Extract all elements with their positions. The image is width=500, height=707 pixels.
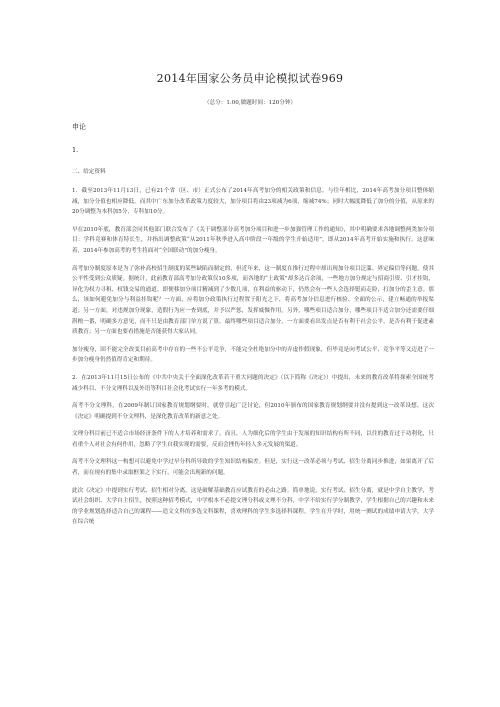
material-paragraphs [72, 186, 434, 535]
document-title: 2014年国家公务员申论模拟试卷969 [156, 72, 344, 85]
document-subtitle: （总分：1.00,做题时间：120分钟） [203, 100, 297, 106]
paragraph: 文理分科目前已不适合市场经济条件下的人才培养和需求了。而且，人为细化后的学生由于发展的知识结构有所不同，以往的教育过于功利化，只看重个人对社会有何作用，忽略了学生自我实现的需要，反而会挫伤年轻人多元发展的渠道。 [72, 431, 434, 448]
paragraph: 此次《决定》中提到实行考试、招生相对分离，这是破解基础教育应试教育的必由之路。简单地说，实行考试、招生分离，就是中学自主教学，考试社会组织，大学自主招生，按照这种招考模式，中学根本不必提文理分科或文理不分科，中学不给实行学分制教学，学生根据自己的兴趣和未来的学业规划选择适合自己的课程——造文文科的多选文科课程，喜欢理科的学生多选择科课程。学生在升学时，用统一测试的成绩申请大学，大学在综合统 [72, 487, 434, 526]
paragraph: 高考不分文理科这一构想可以避免中学过早分科所导致的学生知识结构偏差。但是，实行这一改革必须与考试、招生分离同步推进，如果离开了后者，而在现有的集中录取框架之下实行，可能会出现新的问题。 [72, 459, 434, 477]
paragraph: 早在2010年底，教育部会同其他部门联合发布了《关于调整部分高考加分项目和进一步加强管理工作的通知》，其中明确要求各地调整两类加分项目：学科竞赛和体育特长生，并指出调整政策“从2011年秋季进入高中阶段一年级的学生开始适用”，即从2014年高考开始实施和执行。这意味着，2014年参加高考的考生将面对“全国联动”的加分瘦身。 [72, 226, 434, 254]
paragraph: 1．截至2013年11月13日，已有21个省（区、市）正式公布了2014年高考加分的相关政策和信息。与往年相比，2014年高考加分项目整体缩减，加分分值也相应降低。而其中广东加分改革政策力度较大，加分项目将由23项减为6项，缩减74%；同时大幅度降低了加分的分值，从原来的20分调整为本科加5分，专科加10分。 [72, 188, 434, 216]
material-label: 二、给定资料 [72, 169, 106, 175]
paragraph: 高考加分制度原本是为了弥补高校招生制度的某些缺陷而制定的，但近年来，这一制度在推行过程中却出现加分项目泛滥、界定偏信等问题，使其公平性受到公众质疑。据统计，此前教育部高考加分政策仅10多项，而各地的“土政策”却多达百余项，一些地方加分规定与招商引资、引才挂钩，异化为权力寻租、权钱交易的通道。即便移加分项目精减到了少数几项，在利益的驱动下，仍然会有一些人会选择铤而走险，打加分的歪主意。那么，该如何避免加分与利益挂钩呢？一方面，应将加分政策执行过程置于阳光之下，将高考加分信息进行核验、全面的公示，建立畅通的举报渠道；另一方面，对违规加分现象，造假行为应一查到底，并予以严惩，发挥威慑作用。另外，哪些项目适合加分，哪些项目不适合加分还需要仔细斟酌一番，明确多方意见，而不只是由教育部门单方说了算。最终哪些项目适合加分，一方面要看出发点是否有利于社会公平，是否有利于促进素质教育；另一方面也要看措施是否能获得大家认同。 [72, 265, 434, 336]
paragraph: 2．在2013年11月15日公布的《中共中央关于全面深化改革若干重大问题的决定》（以下简称《决定》）中提出，未来的教育改革将探索全国统考减少科目、不分文理科以及外语等科目社会化考试实行一年多考的模式。 [72, 374, 434, 392]
paragraph: 加分瘦身，固不能完全改变目前高考中存在的一些不公平竞争，不能完全杜绝加分中的弄虚作假现象，但毕竟是向考试公平、竞争平等又迈进了一步加分瘦身仍然值得肯定和期待。 [72, 346, 434, 364]
question-number: 1. [72, 146, 79, 154]
section-heading: 申论 [72, 123, 86, 131]
paragraph: 高考不分文理科，在2009年制订国家教育规划纲要时，就曾引起广泛讨论，但2010年颁布的国家教育规划纲要并没有提到这一改革设想。这次《决定》明确提到不分文理科，是深化教育改革的新意之处。 [72, 403, 434, 420]
